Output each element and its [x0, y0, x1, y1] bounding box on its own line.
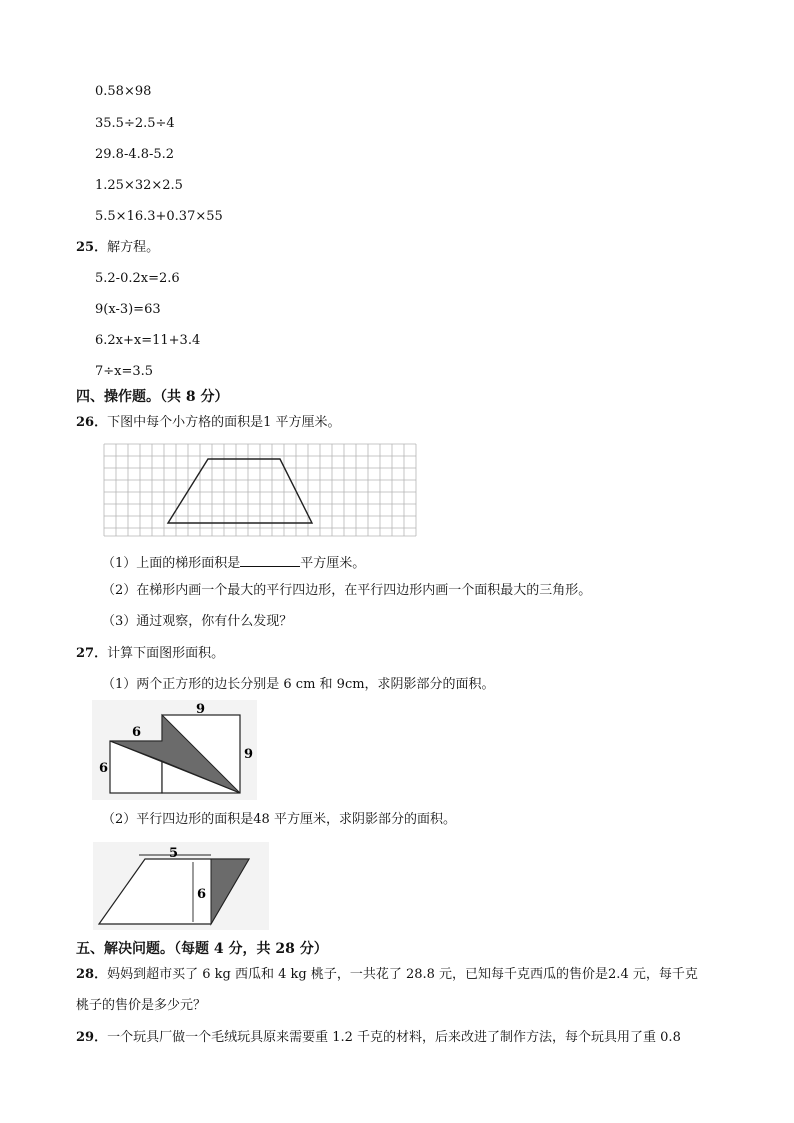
question-29 — [76, 1030, 681, 1046]
calc-item: 0.58×98 — [95, 84, 152, 99]
question-number: 25． — [76, 240, 108, 255]
sub-question-1 — [102, 553, 365, 572]
trapezoid-shape — [168, 459, 312, 523]
answer-blank[interactable] — [240, 553, 300, 567]
question-27 — [76, 646, 224, 662]
question-text: 一个玩具厂做一个毛绒玩具原来需要重 1.2 千克的材料，后来改进了制作方法，每个玩具用了重 0.8 — [107, 1030, 681, 1045]
question-number: 26． — [76, 415, 108, 430]
equation: 9(x-3)=63 — [95, 302, 161, 317]
label-small-top: 6 — [132, 725, 142, 740]
question-28 — [76, 967, 698, 983]
sub-question-3: （3）通过观察，你有什么发现？ — [102, 614, 293, 629]
grid-lines — [104, 444, 416, 536]
section-heading: 五、解决问题。（每题 4 分，共 28 分） — [76, 941, 328, 957]
question-text: 计算下面图形面积。 — [107, 646, 225, 661]
trapezoid-grid-figure — [100, 440, 420, 540]
question-text: 妈妈到超市买了 6 kg 西瓜和 4 kg 桃子，一共花了 28.8 元，已知每千克西瓜的售价是2.4 元，每千克 — [107, 967, 698, 982]
question-number: 29． — [76, 1030, 108, 1045]
sub-question-2: （2）平行四边形的面积是48 平方厘米，求阴影部分的面积。 — [102, 812, 456, 827]
question-text: 下图中每个小方格的面积是1 平方厘米。 — [107, 415, 341, 430]
sub-question-text: 平方厘米。 — [300, 556, 366, 571]
section-heading: 四、操作题。（共 8 分） — [76, 389, 229, 405]
two-squares-figure — [92, 700, 257, 800]
question-number: 28． — [76, 967, 108, 982]
label-large-side: 9 — [244, 747, 254, 762]
label-large-top: 9 — [196, 702, 206, 717]
calc-item: 35.5÷2.5÷4 — [95, 116, 175, 131]
equation: 7÷x=3.5 — [95, 364, 154, 379]
equation: 5.2-0.2x=2.6 — [95, 271, 180, 286]
question-number: 27． — [76, 646, 108, 661]
equation: 6.2x+x=11+3.4 — [95, 333, 201, 348]
sub-question-1: （1）两个正方形的边长分别是 6 cm 和 9cm，求阴影部分的面积。 — [102, 677, 495, 692]
sub-question-2: （2）在梯形内画一个最大的平行四边形，在平行四边形内画一个面积最大的三角形。 — [102, 583, 592, 598]
label-width: 5 — [169, 846, 179, 861]
question-28-continued: 桃子的售价是多少元？ — [76, 998, 207, 1013]
calc-item: 29.8-4.8-5.2 — [95, 147, 175, 162]
parallelogram-figure — [93, 842, 269, 930]
label-height: 6 — [197, 887, 207, 902]
calc-item: 5.5×16.3+0.37×55 — [95, 209, 223, 224]
question-26 — [76, 415, 341, 431]
calc-item: 1.25×32×2.5 — [95, 178, 183, 193]
sub-question-text: （1）上面的梯形面积是 — [102, 556, 241, 571]
question-25 — [76, 240, 159, 256]
question-text: 解方程。 — [107, 240, 160, 255]
label-small-side: 6 — [99, 761, 109, 776]
